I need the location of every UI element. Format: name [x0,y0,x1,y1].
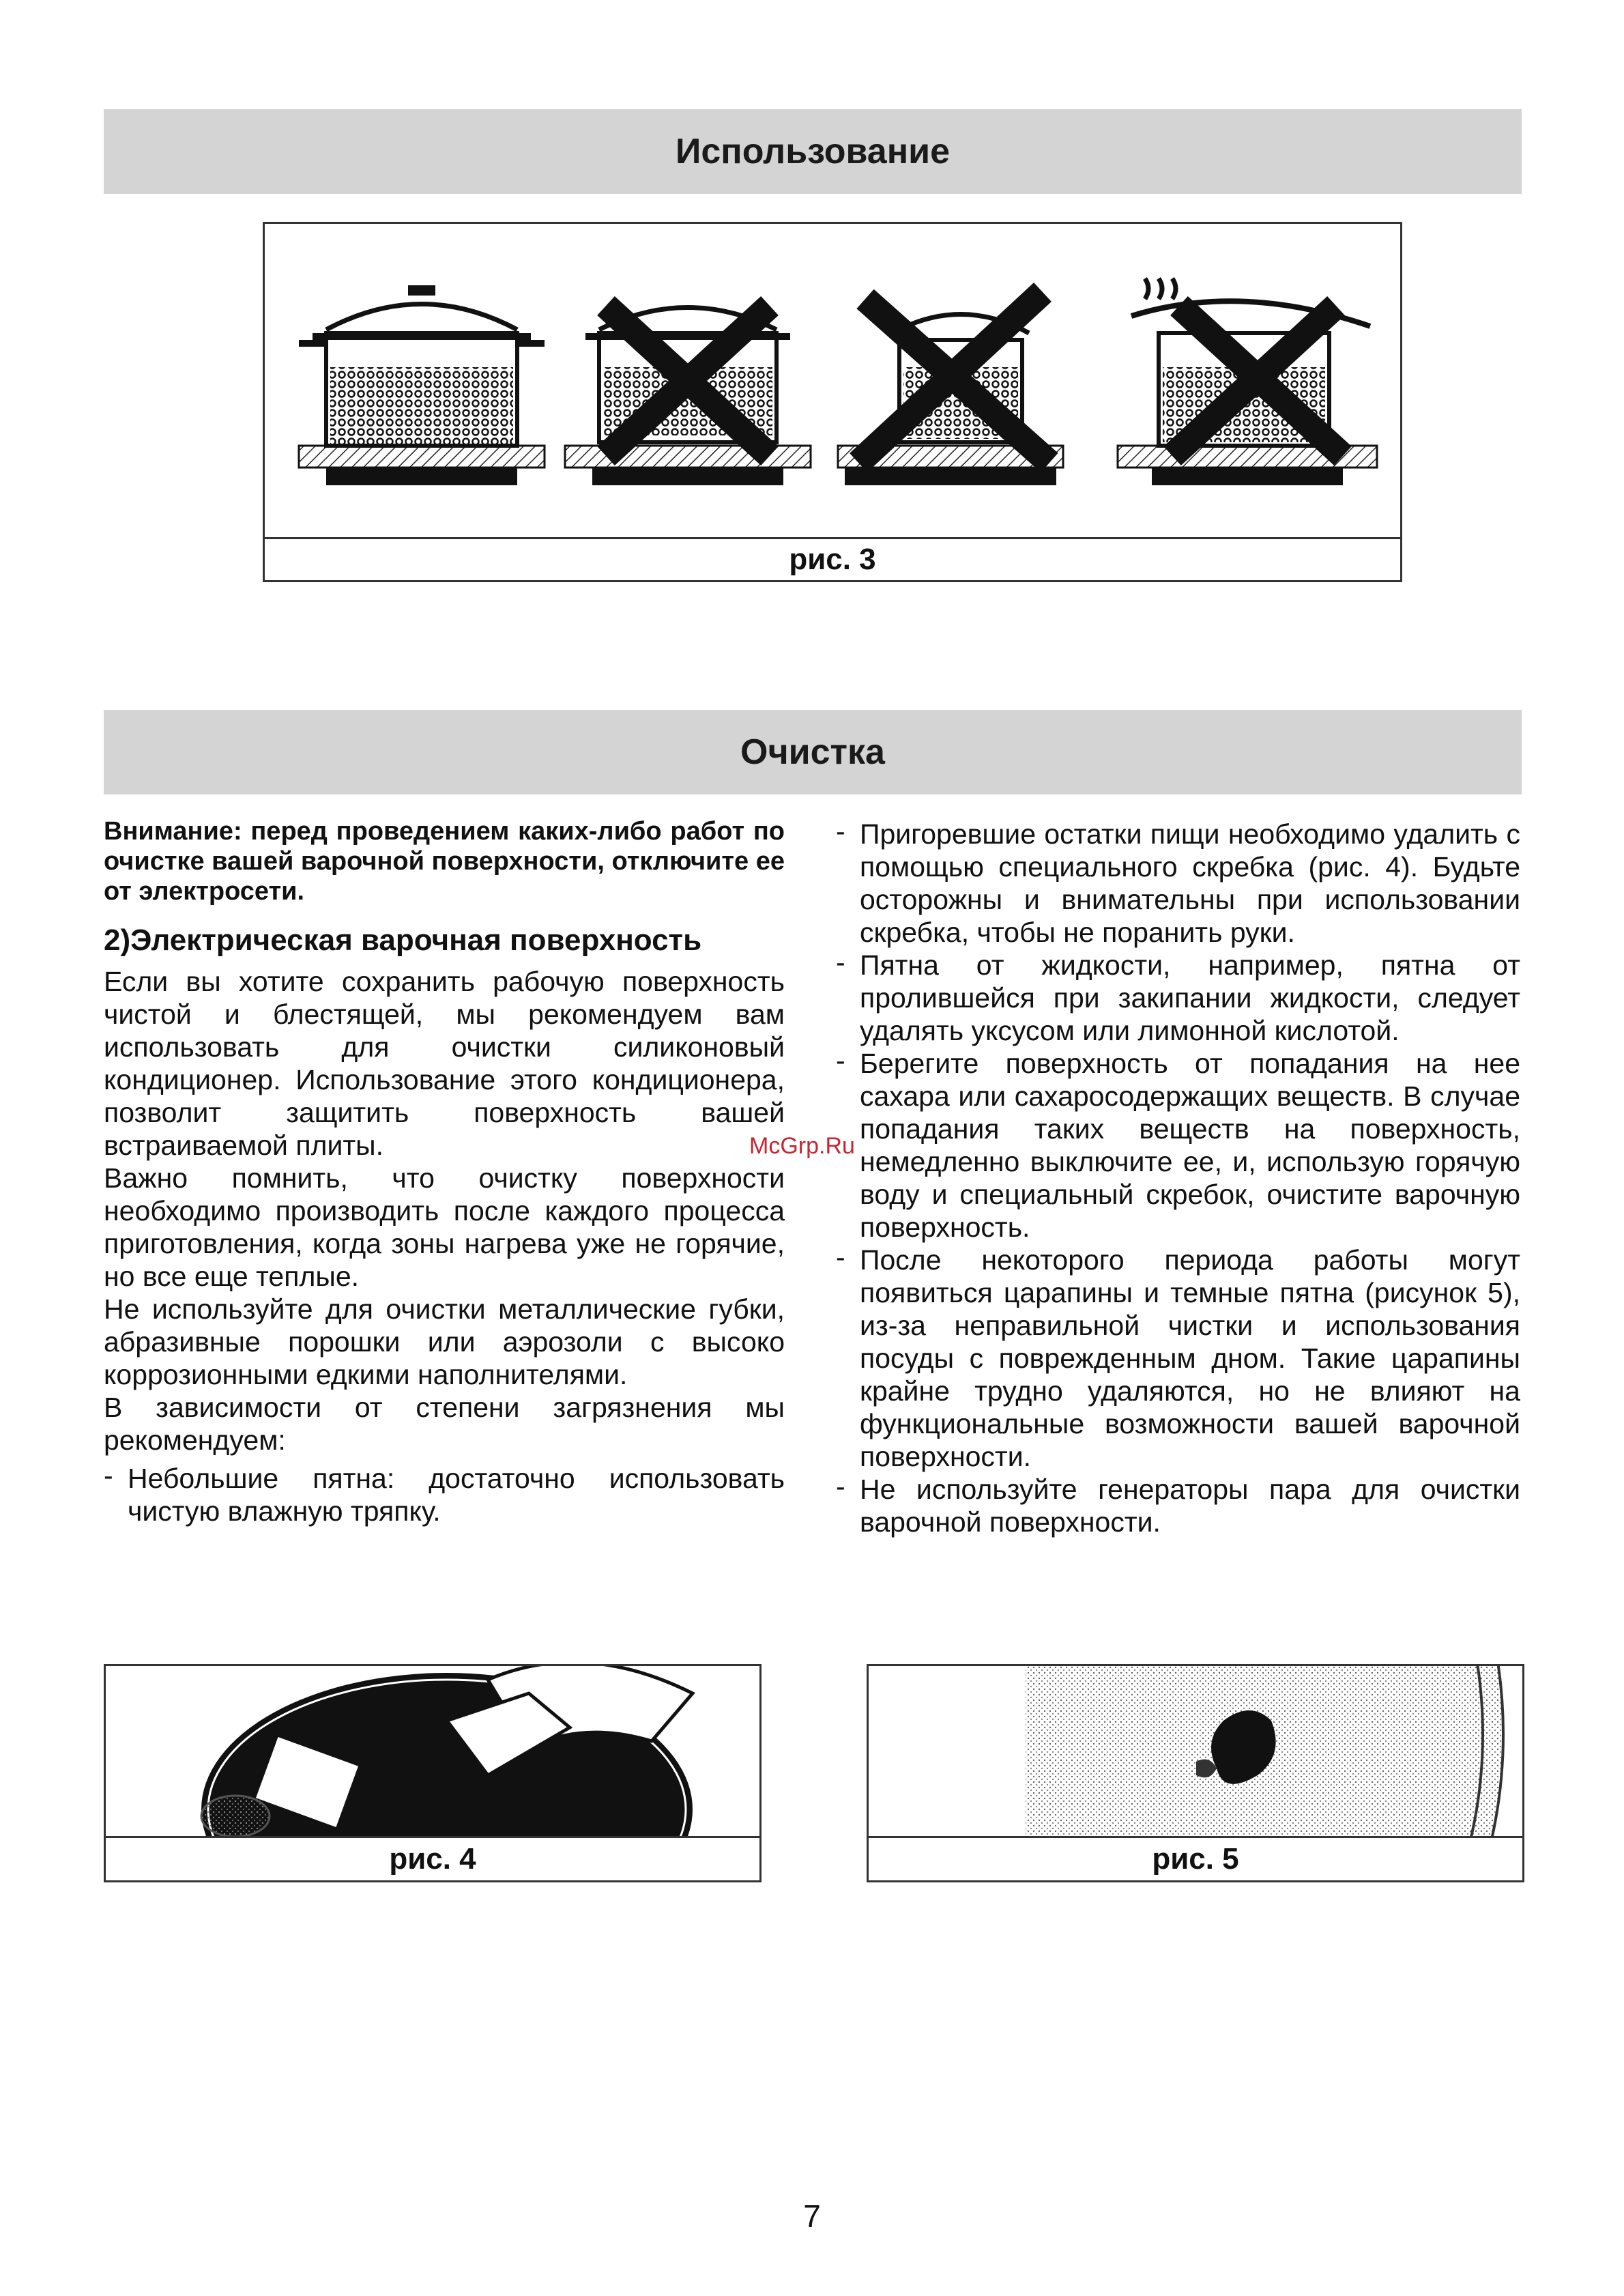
right-bullet-3: - Берегите поверхность от попадания на нее сахара или сахаросодержащих веществ. В случае попадания таких веществ на поверхность, немедленно выключите ее, и, использую горячую воду и специальный скребок, очистите варочную поверхность. [836,1047,1520,1244]
left-bullet-1: - Небольшие пятна: достаточно использовать чистую влажную тряпку. [104,1462,785,1527]
section-title-cleaning: Очистка [740,732,885,772]
warning-text: Внимание: перед проведением каких-либо работ по очистке вашей варочной поверхности, отключите ее от электросети. [104,817,785,906]
section-banner-cleaning [104,710,1522,794]
right-bullet-1: - Пригоревшие остатки пищи необходимо удалить с помощью специального скребка (рис. 4). Будьте осторожны и внимательны при использовании скребка, чтобы не поранить руки. [836,818,1520,949]
watermark: McGrp.Ru [749,1133,855,1159]
stain-illustration [869,1666,1522,1839]
section-title-usage: Использование [676,132,950,171]
right-bullet-5: - Не используйте генераторы пара для очистки варочной поверхности. [836,1473,1520,1538]
right-bullet-2: - Пятна от жидкости, например, пятна от пролившейся при закипании жидкости, следует удалять уксусом или лимонной кислотой. [836,949,1520,1047]
pot-steam [1118,278,1377,485]
pot-warped [565,306,811,485]
paragraph-1: Если вы хотите сохранить рабочую поверхность чистой и блестящей, мы рекомендуем вам использовать для очистки силиконовый кондиционер. Использование этого кондиционера, позволит защитить поверхность вашей встраиваемой плиты. [104,966,785,1161]
figure-5-caption: рис. 5 [869,1836,1522,1880]
section-banner-usage [104,109,1522,194]
pot-small [838,292,1063,485]
pot-correct [299,285,545,485]
paragraph-2: Важно помнить, что очистку поверхности необходимо производить после каждого процесса приготовления, когда зоны нагрева уже не горячие, но все еще теплые. [104,1162,785,1292]
right-column [836,818,1520,1538]
page-number: 7 [803,2198,821,2234]
paragraph-4: В зависимости от степени загрязнения мы рекомендуем: [104,1392,785,1456]
figure-4-caption: рис. 4 [106,1836,759,1880]
left-column [104,816,785,1527]
paragraph-3: Не используйте для очистки металлические губки, абразивные порошки или аэрозоли с высоко коррозионными едкими наполнителями. [104,1293,785,1390]
subheading: 2)Электрическая варочная поверхность [104,923,702,957]
figure-3-illustration [265,224,1400,538]
figure-3-caption: рис. 3 [265,537,1400,580]
figure-4-visible-box [104,1664,762,1882]
figure-3 [263,222,1402,582]
figure-5 [867,1664,1524,1882]
scraper-illustration [106,1666,759,1838]
right-bullet-4: - После некоторого периода работы могут появиться царапины и темные пятна (рисунок 5), из-за неправильной чистки и использования посуды с поврежденным дном. Такие царапины крайне трудно удаляются, но не влияют на функциональные возможности вашей варочной поверхности. [836,1244,1520,1473]
